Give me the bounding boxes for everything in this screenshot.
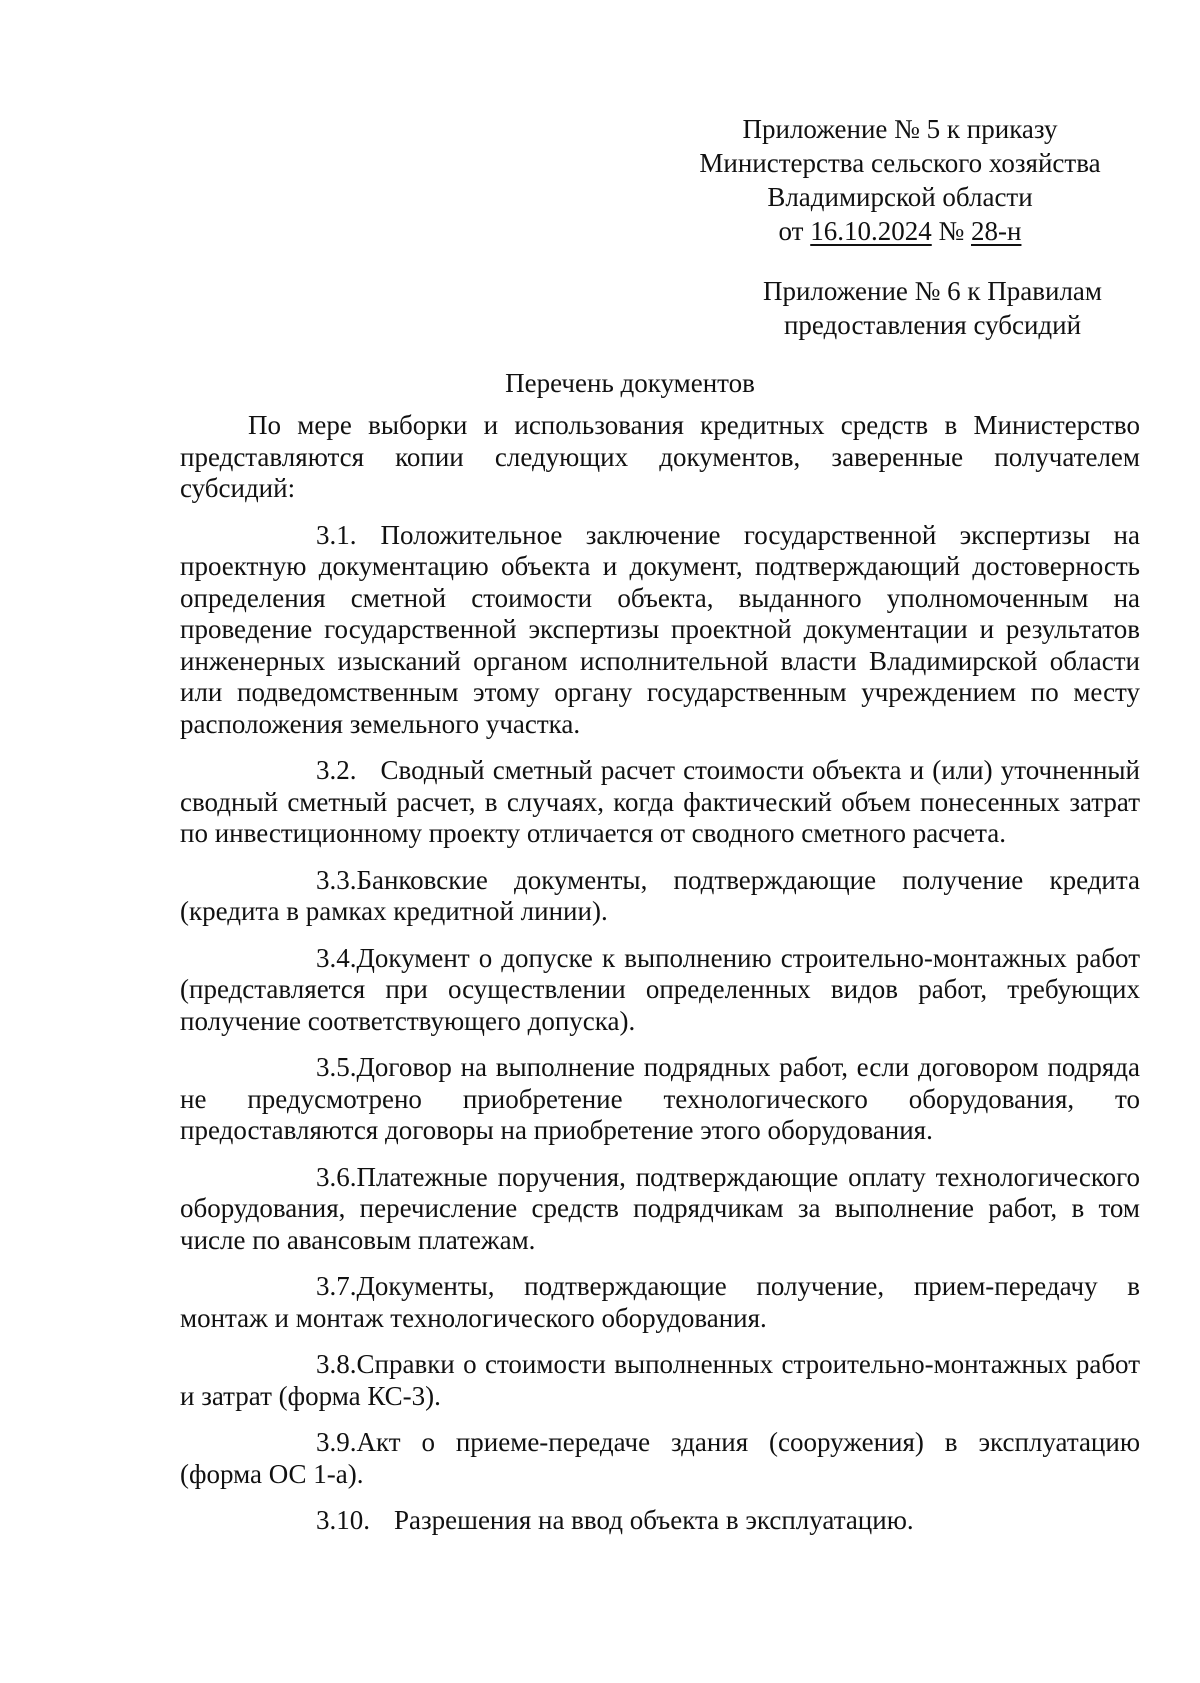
item-number: 3.10. [316,1505,370,1535]
list-item [180,1505,1140,1537]
order-number: 28-н [971,216,1022,246]
item-text: Сводный сметный расчет стоимости объекта и (или) уточненный сводный сметный расчет, в случаях, когда фактический объем понесенных затрат по инвестиционному проекту отличается от сводного сметного расчета. [180,755,1140,848]
list-item [180,1349,1140,1412]
item-number: 3.8. [316,1349,357,1379]
list-item [180,943,1140,1038]
list-item [180,1271,1140,1334]
item-number: 3.5. [316,1052,357,1082]
list-item [180,1052,1140,1147]
item-number: 3.1. [316,519,357,550]
item-text: Акт о приеме-передаче здания (сооружения) в эксплуатацию (форма ОС 1-а). [180,1427,1140,1489]
list-item [180,1162,1140,1257]
list-item [180,865,1140,928]
item-number: 3.7. [316,1271,357,1301]
appendix-order-line2: Министерства сельского хозяйства [699,148,1101,178]
appendix-order-line3: Владимирской области [767,182,1033,212]
item-text: Документы, подтверждающие получение, прием-передачу в монтаж и монтаж технологического оборудования. [180,1271,1140,1333]
date-prefix: от [778,216,804,246]
item-number: 3.6. [316,1161,357,1192]
list-item [180,520,1140,741]
item-number: 3.3. [316,864,357,895]
item-number: 3.2. [316,755,357,785]
intro-paragraph: По мере выборки и использования кредитных средств в Министерство представляются копии следующих документов, заверенные получателем субсидий: [180,410,1140,503]
appendix-header-order [680,112,1120,248]
item-text: Договор на выполнение подрядных работ, если договором подряда не предусмотрено приобретение технологического оборудования, то предоставляются договоры на приобретение этого оборудования. [180,1052,1140,1145]
item-text: Банковские документы, подтверждающие получение кредита (кредита в рамках кредитной линии). [180,864,1140,926]
item-number: 3.9. [316,1427,357,1457]
list-item [180,755,1140,850]
item-text: Справки о стоимости выполненных строительно-монтажных работ и затрат (форма КС-3). [180,1349,1140,1411]
document-title: Перечень документов [505,368,755,398]
number-sign: № [938,216,965,246]
appendix-order-line1: Приложение № 5 к приказу [742,114,1058,144]
appendix-header-rules [745,274,1120,342]
appendix-rules-line2: предоставления субсидий [783,310,1082,340]
item-text: Платежные поручения, подтверждающие оплату технологического оборудования, перечисление средств подрядчикам за выполнение работ, в том числе по авансовым платежам. [180,1161,1140,1255]
item-text: Положительное заключение государственной экспертизы на проектную документацию объекта и документ, подтверждающий достоверность определения сметной стоимости объекта, выданного уполномоченным на проведение государственной экспертизы проектной документации и результатов инженерных изысканий органом исполнительной власти Владимирской области или подведомственным этому органу государственным учреждением по месту расположения земельного участка. [180,519,1140,739]
item-text: Документ о допуске к выполнению строительно-монтажных работ (представляется при осуществлении определенных видов работ, требующих получение соответствующего допуска). [180,942,1140,1036]
appendix-rules-line1: Приложение № 6 к Правилам [762,276,1103,306]
document-body [180,410,1140,1537]
appendix-order-date-line [680,214,1120,248]
item-text: Разрешения на ввод объекта в эксплуатацию. [394,1505,914,1535]
order-date: 16.10.2024 [810,216,932,246]
list-item [180,1427,1140,1490]
item-number: 3.4. [316,942,357,973]
